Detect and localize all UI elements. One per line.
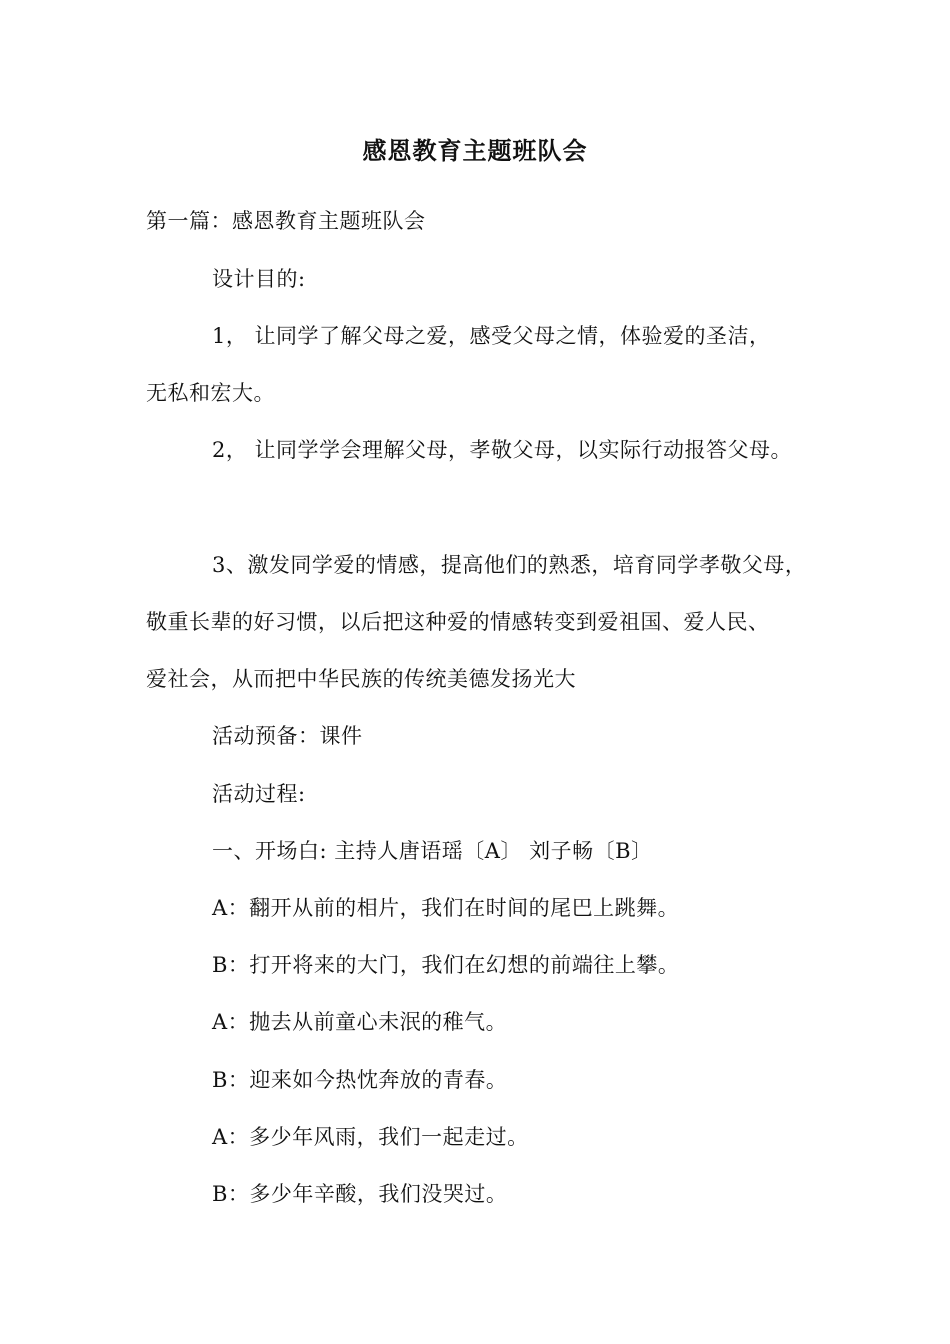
dialogue-line: B：多少年辛酸，我们没哭过。 bbox=[212, 1182, 508, 1206]
paragraph-line: 活动预备：课件 bbox=[212, 724, 363, 748]
paragraph-line: 3、激发同学爱的情感，提高他们的熟悉，培育同学孝敬父母， bbox=[212, 553, 807, 577]
paragraph-line: 无私和宏大。 bbox=[146, 381, 275, 405]
paragraph-line: 1， 让同学了解父母之爱，感受父母之情，体验爱的圣洁， bbox=[212, 324, 771, 348]
dialogue-line: A：翻开从前的相片，我们在时间的尾巴上跳舞。 bbox=[212, 896, 680, 920]
dialogue-line: A：抛去从前童心未泯的稚气。 bbox=[212, 1010, 508, 1034]
section-heading: 第一篇：感恩教育主题班队会 bbox=[146, 209, 426, 233]
paragraph-line: 2， 让同学学会理解父母，孝敬父母，以实际行动报答父母。 bbox=[212, 438, 793, 462]
document-title: 感恩教育主题班队会 bbox=[362, 136, 588, 165]
dialogue-line: A：多少年风雨，我们一起走过。 bbox=[212, 1125, 529, 1149]
paragraph-line: 爱社会，从而把中华民族的传统美德发扬光大 bbox=[146, 667, 576, 691]
paragraph-line: 活动过程: bbox=[212, 782, 306, 806]
dialogue-line: B：迎来如今热忱奔放的青春。 bbox=[212, 1068, 508, 1092]
paragraph-line: 一、开场白: 主持人唐语瑶〔A〕 刘子畅〔B〕 bbox=[212, 839, 653, 863]
paragraph-line: 设计目的: bbox=[212, 267, 306, 291]
paragraph-line: 敬重长辈的好习惯，以后把这种爱的情感转变到爱祖国、爱人民、 bbox=[146, 610, 770, 634]
dialogue-line: B：打开将来的大门，我们在幻想的前端往上攀。 bbox=[212, 953, 680, 977]
